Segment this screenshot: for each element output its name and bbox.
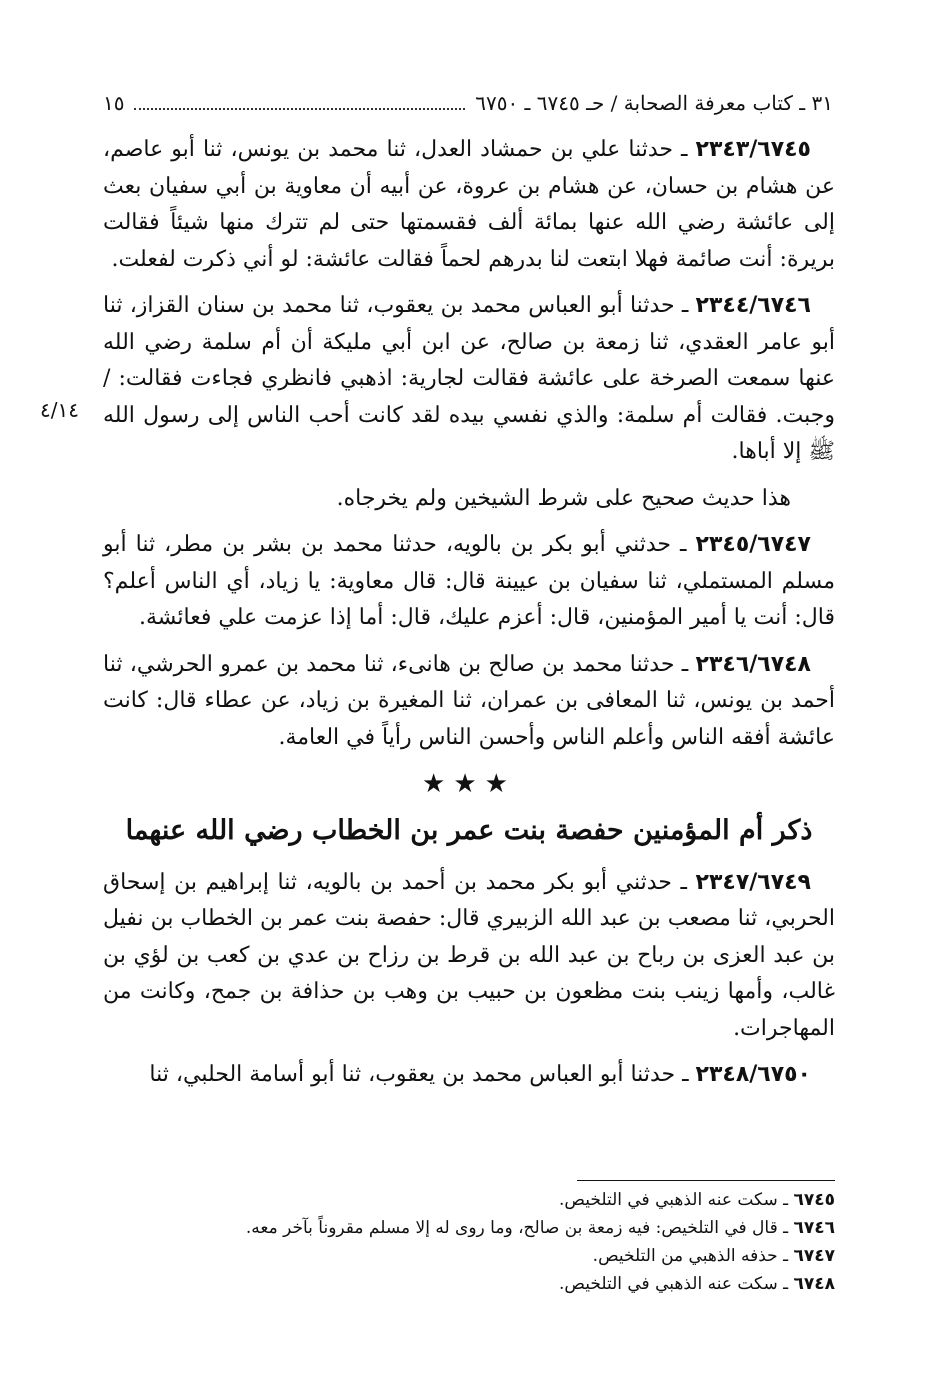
hadith-text: ـ حدثني أبو بكر بن بالويه، حدثنا محمد بن بشر بن مطر، ثنا أبو مسلم المستملي، ثنا سفيان بن عيينة قال: قال معاوية: يا زياد، أي الناس أعلم؟ قال: أنت يا أمير المؤمنين، قال: أعزم عليك، قال: أما إذا عزمت علي فعائشة.	[103, 532, 835, 630]
margin-reference: ٤/١٤	[40, 398, 79, 422]
hadith-text: ـ حدثنا أبو العباس محمد بن يعقوب، ثنا محمد بن سنان القزاز، ثنا أبو عامر العقدي، ثنا زمعة بن صالح، عن ابن أبي مليكة أن أم سلمة رضي الله عنها سمعت الصرخة على عائشة فقالت لجارية: اذهبي فانظري فجاءت فقالت: / وجبت. فقالت أم سلمة: والذي نفسي بيده لقد كانت أحب الناس إلى رسول الله ﷺ إلا أباها.	[103, 293, 835, 464]
page-number: ١٥	[103, 91, 125, 115]
footnotes	[103, 1186, 835, 1298]
footnote-text: ـ قال في التلخيص: فيه زمعة بن صالح، وما روى له إلا مسلم مقروناً بآخر معه.	[245, 1218, 794, 1238]
footnote-number: ٦٧٤٦	[793, 1218, 835, 1238]
hadith-text: ـ حدثنا علي بن حمشاد العدل، ثنا محمد بن يونس، ثنا أبو عاصم، عن هشام بن حسان، عن هشام بن عروة، عن أبيه أن معاوية بن أبي سفيان بعث إلى عائشة رضي الله عنها بمائة ألف فقسمتها حتى لم تترك منها شيئاً فقالت بريرة: أنت صائمة فهلا ابتعت لنا بدرهم لحماً فقالت عائشة: لو أني ذكرت لفعلت.	[103, 137, 835, 272]
footnote	[103, 1214, 835, 1242]
hadith-paragraph	[103, 865, 835, 1048]
running-header-title: ٣١ ـ كتاب معرفة الصحابة / حـ ٦٧٤٥ ـ ٦٧٥٠	[475, 91, 833, 115]
hadith-number: ٢٣٤٧/٦٧٤٩	[695, 869, 811, 895]
hadith-paragraph	[103, 647, 835, 757]
grading-text: هذا حديث صحيح على شرط الشيخين ولم يخرجاه.	[336, 485, 791, 511]
footnote-text: ـ حذفه الذهبي من التلخيص.	[592, 1246, 794, 1266]
footnote	[103, 1186, 835, 1214]
footnote	[103, 1242, 835, 1270]
footnote-text: ـ سكت عنه الذهبي في التلخيص.	[558, 1274, 794, 1294]
footnote-divider	[577, 1180, 835, 1181]
hadith-paragraph	[103, 527, 835, 637]
leader-dots	[134, 106, 465, 110]
hadith-number: ٢٣٤٤/٦٧٤٦	[695, 293, 811, 318]
footnote-number: ٦٧٤٥	[793, 1190, 835, 1210]
hadith-text: ـ حدثنا أبو العباس محمد بن يعقوب، ثنا أبو أسامة الحلبي، ثنا	[149, 1062, 696, 1087]
grading-note	[103, 481, 835, 518]
footnote	[103, 1270, 835, 1298]
footnote-number: ٦٧٤٧	[793, 1246, 835, 1266]
section-separator-stars: ★★★	[422, 769, 516, 799]
hadith-number: ٢٣٤٥/٦٧٤٧	[695, 532, 811, 557]
hadith-paragraph	[103, 1057, 835, 1094]
running-header	[103, 80, 833, 116]
footnote-number: ٦٧٤٨	[793, 1274, 835, 1294]
hadith-number: ٢٣٤٨/٦٧٥٠	[695, 1062, 811, 1087]
section-heading: ذكر أم المؤمنين حفصة بنت عمر بن الخطاب رضي الله عنهما	[125, 814, 813, 846]
hadith-text: ـ حدثنا محمد بن صالح بن هانىء، ثنا محمد بن عمرو الحرشي، ثنا أحمد بن يونس، ثنا المعافى بن عمران، ثنا المغيرة بن زياد، عن عطاء قال: كانت عائشة أفقه الناس وأعلم الناس وأحسن الناس رأياً في العامة.	[103, 651, 835, 750]
footnote-text: ـ سكت عنه الذهبي في التلخيص.	[558, 1190, 794, 1210]
hadith-number: ٢٣٤٦/٦٧٤٨	[695, 651, 811, 677]
main-text	[103, 132, 835, 1104]
hadith-text: ـ حدثني أبو بكر محمد بن أحمد بن بالويه، ثنا إبراهيم بن إسحاق الحربي، ثنا مصعب بن عبد الله الزبيري قال: حفصة بنت عمر بن الخطاب بن نفيل بن عبد العزى بن رباح بن عبد الله بن قرط بن رزاح بن عدي بن كعب بن لؤي بن غالب، وأمها زينب بنت مظعون بن حبيب بن وهب بن حذافة بن جمح، وكانت من المهاجرات.	[103, 869, 835, 1041]
hadith-paragraph	[103, 288, 835, 471]
hadith-paragraph	[103, 132, 835, 278]
hadith-number: ٢٣٤٣/٦٧٤٥	[695, 137, 811, 162]
